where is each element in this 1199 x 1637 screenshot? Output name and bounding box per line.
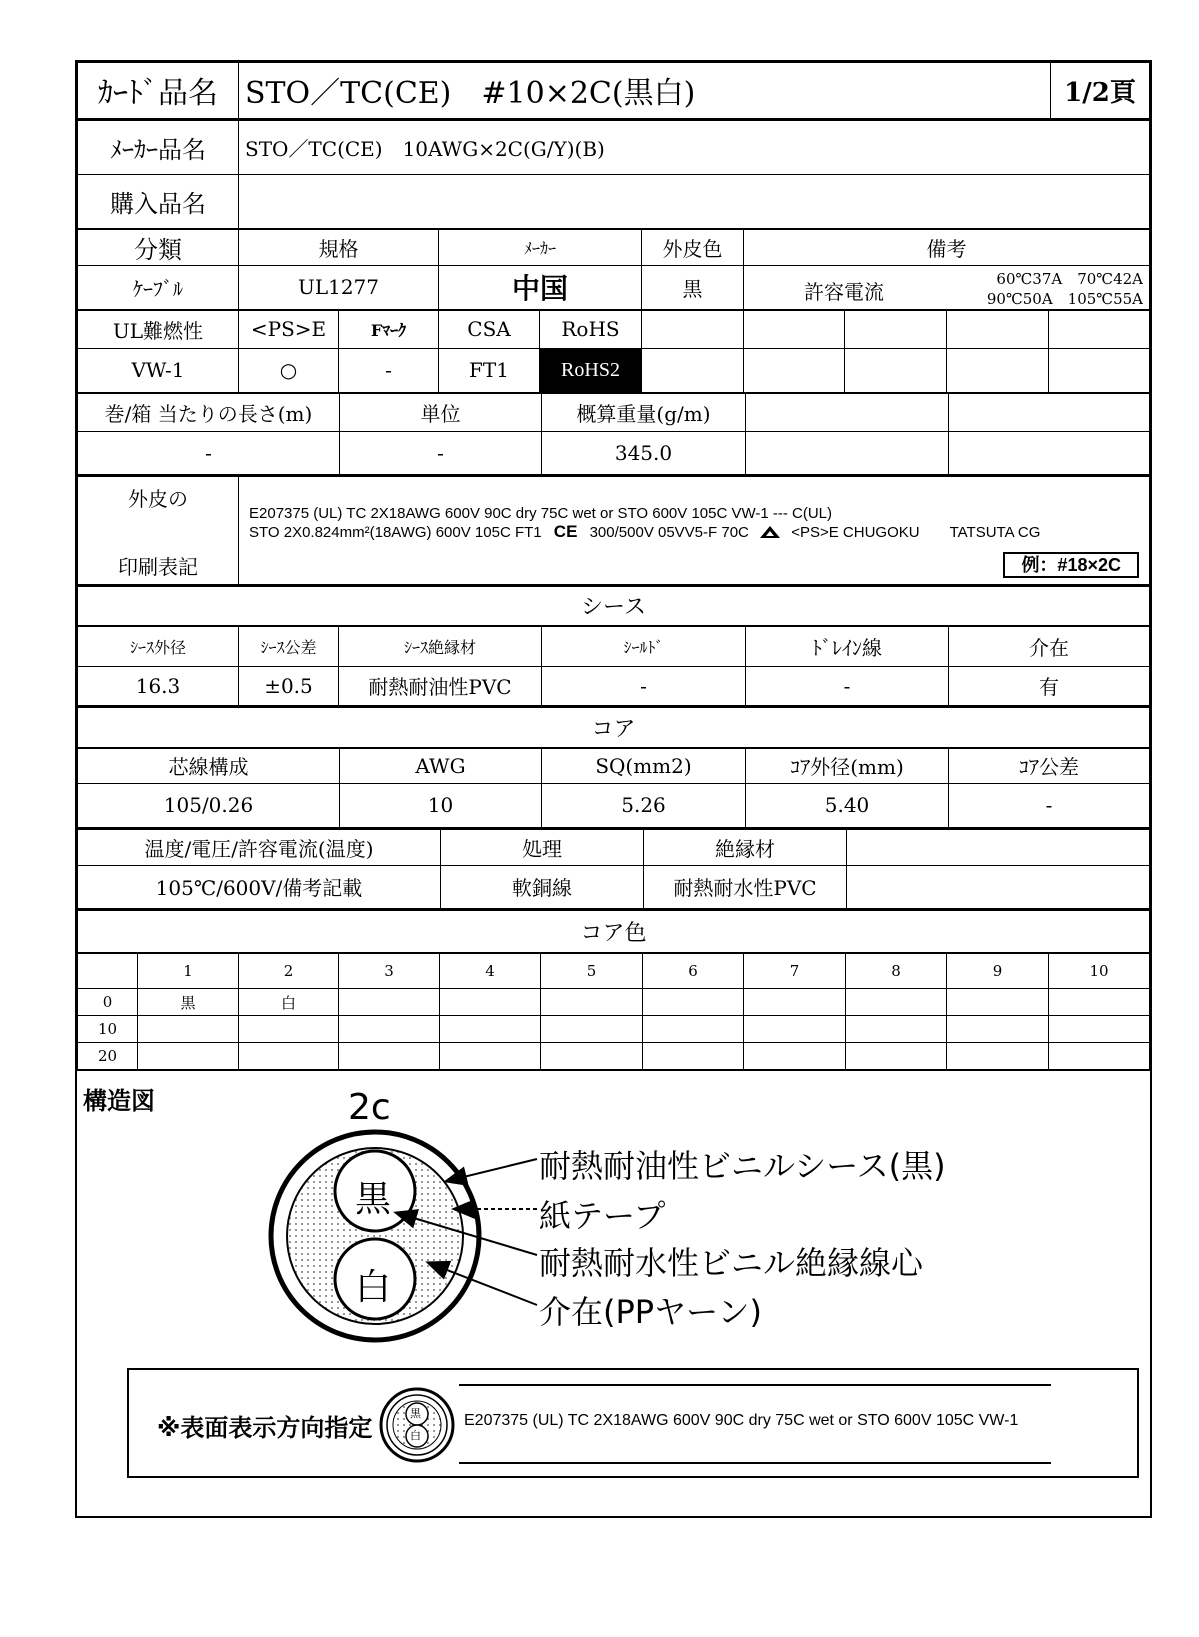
weight-header: 概算重量(g/m) — [542, 393, 746, 431]
printing-example: 例：#18×2C — [1003, 552, 1139, 578]
sheath-od-value: 16.3 — [78, 666, 239, 706]
table-row — [78, 1043, 1150, 1071]
color-cell: 白 — [239, 989, 339, 1016]
color-col-6: 6 — [643, 953, 744, 989]
color-col-10: 10 — [1049, 953, 1150, 989]
ul-flame-value: VW-1 — [78, 348, 239, 392]
unit-value: - — [340, 431, 542, 475]
color-cell — [339, 989, 440, 1016]
sq-value: 5.26 — [542, 784, 746, 828]
temp-header: 温度/電圧/許容電流(温度) — [78, 829, 441, 865]
color-cell — [1049, 1016, 1150, 1043]
color-cell — [239, 1016, 339, 1043]
printing-table — [77, 476, 1150, 586]
sheath-label: 耐熱耐油性ビニルシース(黒) — [539, 1147, 946, 1185]
color-cell — [947, 1016, 1049, 1043]
core-color-title: コア色 — [78, 911, 1150, 953]
ul-flame-header: UL難燃性 — [78, 310, 239, 348]
strand-header: 芯線構成 — [78, 748, 340, 784]
core-count-label: 2c — [348, 1087, 391, 1128]
color-cell — [138, 1016, 239, 1043]
pse-value: ○ — [239, 348, 339, 392]
allowable-current-label: 許容電流 — [804, 279, 884, 304]
color-col-8: 8 — [846, 953, 947, 989]
filler-header: 介在 — [949, 626, 1150, 666]
color-cell — [643, 1043, 744, 1071]
ce-mark: CE — [553, 522, 578, 541]
printing-line-2b: 300/500V 05VV5-F 70C — [589, 524, 749, 541]
rohs-value: RoHS2 — [540, 348, 642, 392]
remark-header: 備考 — [744, 229, 1150, 265]
color-cell: 黒 — [138, 989, 239, 1016]
insulation-value: 耐熱耐水性PVC — [644, 865, 847, 909]
insulated-core-label: 耐熱耐水性ビニル絶縁線心 — [539, 1244, 924, 1282]
length-header: 巻/箱 当たりの長さ(m) — [78, 393, 340, 431]
length-value: - — [78, 431, 340, 475]
process-value: 軟銅線 — [441, 865, 644, 909]
color-cell — [744, 1016, 846, 1043]
color-cell — [947, 989, 1049, 1016]
sheath-tol-header: ｼｰｽ公差 — [239, 626, 339, 666]
core-bottom-label: 白 — [355, 1267, 392, 1308]
direction-text: E207375 (UL) TC 2X18AWG 600V 90C dry 75C wet or STO 600V 105C VW-1 — [464, 1412, 1019, 1429]
printing-label-2: 印刷表記 — [118, 554, 198, 579]
f-mark-header: Fﾏｰｸ — [339, 310, 439, 348]
color-cell — [440, 1043, 541, 1071]
core-tol-header: ｺｱ公差 — [949, 748, 1150, 784]
color-cell — [643, 1016, 744, 1043]
class-value: ｹｰﾌﾞﾙ — [78, 265, 239, 309]
awg-header: AWG — [340, 748, 542, 784]
length-table — [77, 393, 1150, 477]
filler-value: 有 — [949, 666, 1150, 706]
core-od-value: 5.40 — [746, 784, 949, 828]
color-cell — [744, 989, 846, 1016]
color-cell — [339, 1043, 440, 1071]
structure-diagram — [77, 1071, 1150, 1489]
color-cell — [239, 1043, 339, 1071]
core-top-label: 黒 — [355, 1179, 392, 1220]
current-rating-1: 60℃37A 70℃42A — [996, 269, 1143, 288]
class-header: 分類 — [78, 229, 239, 265]
color-col-3: 3 — [339, 953, 440, 989]
filler-label: 介在(PPヤーン) — [539, 1293, 762, 1331]
strand-value: 105/0.26 — [78, 784, 340, 828]
sheath-mat-value: 耐熱耐油性PVC — [339, 666, 542, 706]
class-table — [77, 229, 1150, 310]
unit-header: 単位 — [340, 393, 542, 431]
current-rating-2: 90℃50A 105℃55A — [986, 289, 1143, 308]
color-col-9: 9 — [947, 953, 1049, 989]
f-mark-value: - — [339, 348, 439, 392]
color-cell — [541, 989, 643, 1016]
color-cell — [440, 1016, 541, 1043]
color-col-2: 2 — [239, 953, 339, 989]
csa-value: FT1 — [439, 348, 540, 392]
maker-name-value: STO／TC(CE) 10AWG×2C(G/Y)(B) — [239, 120, 1150, 174]
color-cell — [1049, 989, 1150, 1016]
insulation-header: 絶縁材 — [644, 829, 847, 865]
sheath-mat-header: ｼｰｽ絶縁材 — [339, 626, 542, 666]
table-row — [78, 1016, 1150, 1043]
core-table — [77, 707, 1150, 829]
color-col-7: 7 — [744, 953, 846, 989]
divider — [459, 1462, 1051, 1464]
printing-text — [239, 477, 1150, 585]
awg-value: 10 — [340, 784, 542, 828]
maker-value: 中国 — [439, 265, 642, 309]
printing-label — [78, 477, 239, 585]
color-cell — [846, 1043, 947, 1071]
sheath-tol-value: ±0.5 — [239, 666, 339, 706]
maker-header: ﾒｰｶｰ — [439, 229, 642, 265]
core-table-2 — [77, 829, 1150, 911]
core-od-header: ｺｱ外径(mm) — [746, 748, 949, 784]
printing-line-2c: <PS>E CHUGOKU TATSUTA CG — [791, 524, 1041, 541]
header-table — [77, 62, 1150, 120]
color-cell — [744, 1043, 846, 1071]
paper-tape-label: 紙テープ — [539, 1197, 666, 1235]
color-cell — [541, 1043, 643, 1071]
color-cell — [947, 1043, 1049, 1071]
color-cell — [846, 989, 947, 1016]
row-label: 0 — [78, 989, 138, 1016]
sheath-table — [77, 586, 1150, 708]
maker-name-label: ﾒｰｶｰ品名 — [78, 120, 239, 174]
sheath-od-header: ｼｰｽ外径 — [78, 626, 239, 666]
direction-box — [127, 1368, 1139, 1478]
spec-sheet — [75, 60, 1152, 1518]
rohs-header: RoHS — [540, 310, 642, 348]
color-col-5: 5 — [541, 953, 643, 989]
maker-table — [77, 120, 1150, 229]
row-label: 10 — [78, 1016, 138, 1043]
divider — [459, 1384, 1051, 1386]
csa-header: CSA — [439, 310, 540, 348]
card-name-label: ｶｰﾄﾞ品名 — [78, 63, 239, 119]
color-col-1: 1 — [138, 953, 239, 989]
purchase-name-label: 購入品名 — [78, 174, 239, 228]
color-cell — [541, 1016, 643, 1043]
color-col-4: 4 — [440, 953, 541, 989]
printing-label-1: 外皮の — [128, 487, 188, 511]
direction-label: ※表面表示方向指定 — [157, 1414, 373, 1442]
mini-core-top: 黒 — [410, 1407, 421, 1420]
process-header: 処理 — [441, 829, 644, 865]
page-number: 1/2頁 — [1051, 63, 1150, 119]
shield-header: ｼｰﾙﾄﾞ — [542, 626, 746, 666]
printing-line-1: E207375 (UL) TC 2X18AWG 600V 90C dry 75C wet or STO 600V 105C VW-1 --- C(UL) — [249, 505, 833, 522]
row-label: 20 — [78, 1043, 138, 1071]
color-cell — [643, 989, 744, 1016]
drain-value: - — [746, 666, 949, 706]
purchase-name-value — [239, 174, 1150, 228]
color-cell — [339, 1016, 440, 1043]
sheath-title: シース — [78, 586, 1150, 626]
table-row — [78, 989, 1150, 1016]
warning-triangle-icon — [759, 525, 781, 539]
card-name-value: STO／TC(CE) #10×2C(黒白) — [239, 63, 1051, 119]
mini-cable-icon — [377, 1380, 457, 1470]
mini-core-bottom: 白 — [410, 1429, 421, 1442]
drain-header: ﾄﾞﾚｲﾝ線 — [746, 626, 949, 666]
sq-header: SQ(mm2) — [542, 748, 746, 784]
color-cell — [846, 1016, 947, 1043]
shield-value: - — [542, 666, 746, 706]
cert-table — [77, 310, 1150, 393]
color-cell — [138, 1043, 239, 1071]
color-cell — [1049, 1043, 1150, 1071]
core-title: コア — [78, 708, 1150, 748]
printing-line-2a: STO 2X0.824mm²(18AWG) 600V 105C FT1 — [249, 524, 542, 541]
structure-title: 構造図 — [83, 1087, 155, 1115]
color-header: 外皮色 — [642, 229, 744, 265]
color-cell — [440, 989, 541, 1016]
pse-header: <PS>E — [239, 310, 339, 348]
temp-value: 105℃/600V/備考記載 — [78, 865, 441, 909]
weight-value: 345.0 — [542, 431, 746, 475]
standard-value: UL1277 — [239, 265, 439, 309]
standard-header: 規格 — [239, 229, 439, 265]
remark-value — [744, 265, 1150, 309]
core-tol-value: - — [949, 784, 1150, 828]
core-color-table — [77, 910, 1150, 1071]
color-value: 黒 — [642, 265, 744, 309]
